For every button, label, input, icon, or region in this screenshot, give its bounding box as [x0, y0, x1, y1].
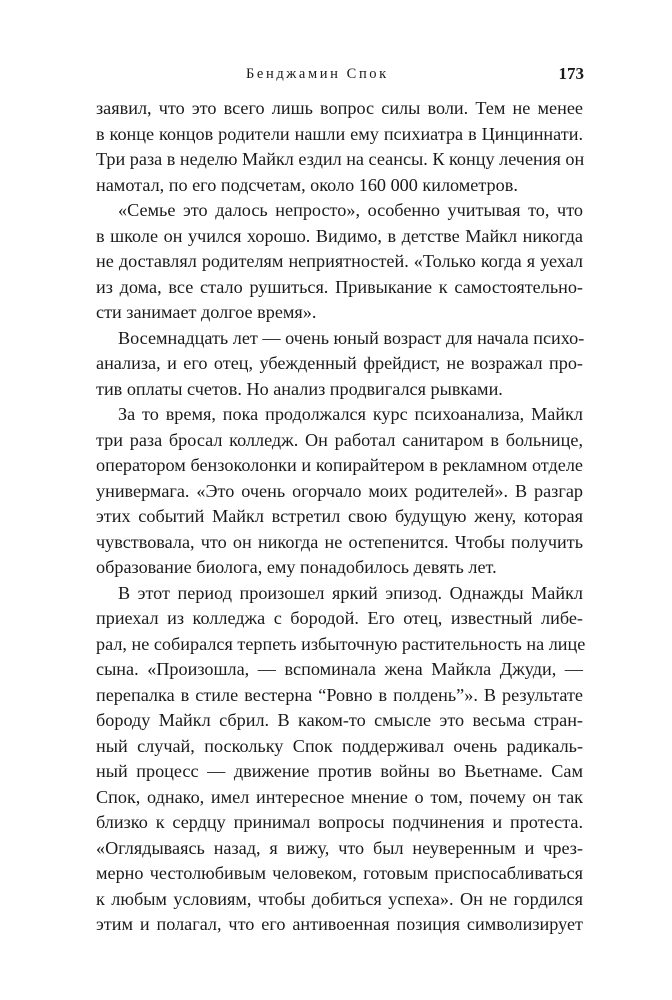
text-line: в конце концов родители нашли ему психиатра в Цинциннати.: [96, 123, 583, 144]
page-number: 173: [558, 64, 584, 83]
text-line: приехал из колледжа с бородой. Его отец, известный либе-: [96, 608, 583, 628]
text-line: Спок, однако, имел интересное мнение о том, почему он так: [96, 786, 583, 807]
running-head-author: Бенджамин Спок: [246, 66, 389, 82]
text-line: тив оплаты счетов. Но анализ продвигался рывками.: [96, 378, 503, 399]
text-line: универмага. «Это очень огорчало моих родителей». В разгар: [96, 480, 583, 501]
text-line: сти занимает долгое время».: [96, 302, 317, 322]
text-line: «Оглядываясь назад, я вижу, что был неуверенным и чрез-: [96, 837, 583, 858]
body-text: [96, 96, 586, 938]
text-line: заявил, что это всего лишь вопрос силы воли. Тем не менее: [96, 98, 583, 118]
text-line: образование биолога, ему понадобилось девять лет.: [96, 557, 497, 577]
text-line: перепалка в стиле вестерна “Ровно в полдень”». В результате: [96, 684, 583, 705]
text-line: ный случай, поскольку Спок поддерживал очень радикаль-: [96, 735, 583, 756]
text-line: Восемнадцать лет — очень юный возраст для начала психо-: [118, 327, 585, 348]
text-line: «Семье это далось непросто», особенно учитывая то, что: [118, 200, 583, 220]
text-line: Три раза в неделю Майкл ездил на сеансы. К концу лечения он: [96, 149, 585, 169]
text-line: мерно честолюбивым человеком, готовым приспосабливаться: [96, 863, 583, 883]
text-line: к любым условиям, чтобы добиться успеха». Он не гордился: [96, 888, 583, 909]
text-line: В этот период произошел яркий эпизод. Однажды Майкл: [118, 582, 583, 603]
text-line: в школе он учился хорошо. Видимо, в детстве Майкл никогда: [96, 225, 583, 246]
text-line: близко к сердцу принимал вопросы подчинения и протеста.: [96, 812, 583, 832]
text-line: За то время, пока продолжался курс психоанализа, Майкл: [118, 404, 583, 424]
text-line: из дома, все стало рушиться. Привыкание к самостоятельно-: [96, 276, 583, 297]
text-line: три раза бросал колледж. Он работал санитаром в больнице,: [96, 429, 583, 450]
text-line: намотал, по его подсчетам, около 160 000 километров.: [96, 174, 518, 195]
text-line: этих событий Майкл встретил свою будущую жену, которая: [96, 506, 583, 526]
text-line: рал, не собирался терпеть избыточную растительность на лице: [96, 633, 586, 654]
running-head: [0, 66, 672, 86]
text-line: оператором бензоколонки и копирайтером в рекламном отделе: [96, 455, 583, 475]
text-line: не доставлял родителям неприятностей. «Только когда я уехал: [96, 251, 583, 271]
text-line: анализа, и его отец, убежденный фрейдист, не возражал про-: [96, 353, 583, 373]
text-line: сына. «Произошла, — вспоминала жена Майкла Джуди, —: [96, 659, 583, 679]
text-line: бороду Майкл сбрил. В каком-то смысле это весьма стран-: [96, 710, 583, 730]
text-line: чувствовала, что он никогда не остепенится. Чтобы получить: [96, 531, 583, 552]
text-line: этим и полагал, что его антивоенная позиция символизирует: [96, 914, 583, 934]
text-line: ный процесс — движение против войны во Вьетнаме. Сам: [96, 761, 583, 781]
